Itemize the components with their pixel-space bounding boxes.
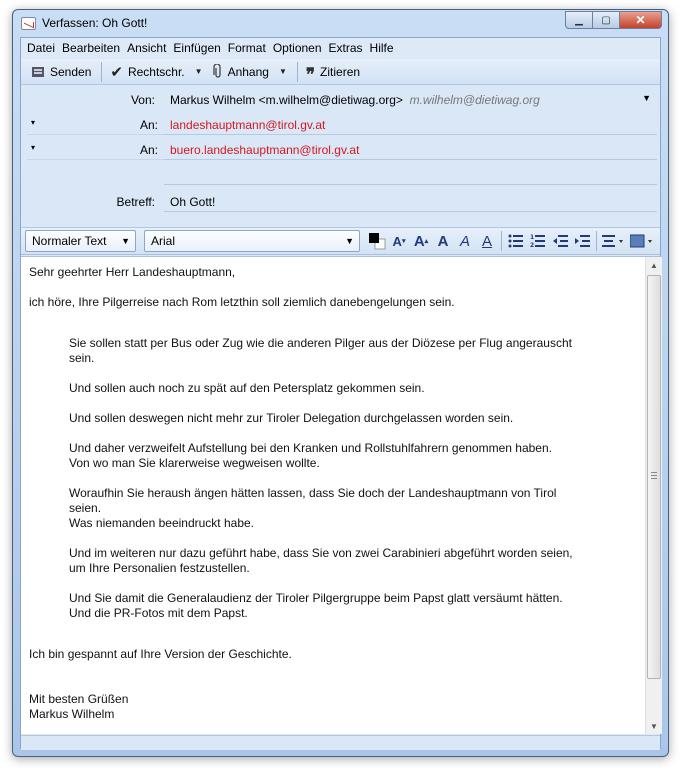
- sender-name-line: Markus Wilhelm: [29, 707, 115, 721]
- quote-label: Zitieren: [320, 64, 361, 79]
- format-separator: [596, 231, 597, 251]
- quoted-paragraph: [69, 591, 589, 621]
- subject-row: [21, 190, 660, 212]
- recipient-type-select[interactable]: [27, 114, 164, 135]
- quote-line: Und sollen auch noch zu spät auf den Petersplatz gekommen sein.: [69, 381, 425, 395]
- window-title: Verfassen: Oh Gott!: [42, 16, 148, 30]
- title-bar[interactable]: [13, 10, 668, 37]
- menu-bar: [21, 38, 660, 58]
- text-color-icon[interactable]: [367, 230, 387, 252]
- from-row: [21, 88, 660, 110]
- compose-window: [12, 9, 669, 757]
- recipient-type-select[interactable]: [27, 139, 164, 160]
- svg-text:1: 1: [530, 234, 535, 241]
- paperclip-icon: [213, 64, 223, 79]
- compose-app-icon: [21, 17, 36, 30]
- quote-button[interactable]: [302, 61, 366, 83]
- insert-image-icon[interactable]: [629, 230, 655, 252]
- recipient-field[interactable]: buero.landeshauptmann@tirol.gv.at: [164, 139, 657, 160]
- quoted-paragraph: [69, 411, 589, 426]
- from-value: Markus Wilhelm <m.wilhelm@dietiwag.org>: [170, 93, 403, 107]
- spellcheck-button[interactable]: [106, 61, 190, 83]
- subject-input[interactable]: Oh Gott!: [164, 191, 657, 212]
- quote-marks-icon: ❞: [305, 64, 316, 84]
- window-client: [20, 37, 661, 749]
- font-select[interactable]: [144, 230, 360, 252]
- quote-line: Woraufhin Sie heraush ängen hätten lassen, dass Sie doch der Landeshauptmann von Tirol seien.: [69, 486, 557, 515]
- spellcheck-label: Rechtschr.: [127, 64, 185, 79]
- toolbar-separator: [101, 62, 102, 82]
- to-label: An:: [139, 143, 158, 157]
- svg-text:2: 2: [530, 242, 535, 248]
- outdent-icon[interactable]: [550, 230, 570, 252]
- send-label: Senden: [50, 64, 92, 79]
- format-toolbar: [21, 227, 660, 255]
- menu-extras[interactable]: Extras: [328, 41, 363, 55]
- menu-format[interactable]: Format: [227, 41, 266, 55]
- menu-optionen[interactable]: Optionen: [272, 41, 322, 55]
- chevron-down-icon: ▼: [345, 236, 354, 246]
- menu-einfuegen[interactable]: Einfügen: [173, 41, 221, 55]
- from-label: Von:: [130, 93, 155, 107]
- quote-line: Sie sollen statt per Bus oder Zug wie die anderen Pilger aus der Diözese per Flug angerauscht sein.: [69, 336, 572, 365]
- quote-line: Und Sie damit die Generalaudienz der Tiroler Pilgergruppe beim Papst glatt versäumt hätten.: [69, 591, 563, 605]
- quoted-paragraph: [69, 486, 589, 531]
- numbered-list-icon[interactable]: [528, 230, 548, 252]
- paragraph-style-value: Normaler Text: [32, 234, 107, 248]
- intro-line: ich höre, Ihre Pilgerreise nach Rom letzthin soll ziemlich danebengelungen sein.: [29, 295, 455, 309]
- toolbar-separator: [297, 62, 298, 82]
- send-icon: [31, 65, 45, 79]
- closing-line: Ich bin gespannt auf Ihre Version der Geschichte.: [29, 647, 292, 661]
- chevron-down-icon: ▾: [31, 143, 36, 152]
- font-size-decrease-icon[interactable]: A ▾: [392, 233, 406, 249]
- empty-recipient-row: [21, 163, 660, 185]
- chevron-down-icon: ▾: [31, 118, 36, 127]
- menu-datei[interactable]: Datei: [27, 41, 56, 55]
- chevron-down-icon: ▼: [121, 236, 130, 246]
- subject-label: Betreff:: [116, 195, 155, 209]
- grip-icon: [651, 472, 657, 479]
- format-separator: [501, 231, 502, 251]
- signature: [29, 692, 634, 722]
- font-size-increase-icon[interactable]: A ▴: [413, 232, 429, 250]
- attach-label: Anhang: [227, 64, 269, 79]
- checkmark-icon: ✔: [110, 63, 123, 81]
- italic-icon[interactable]: A: [459, 232, 470, 250]
- maximize-button[interactable]: ▢: [592, 11, 619, 29]
- quote-line: Und daher verzweifelt Aufstellung bei den Kranken und Rollstuhlfahrern genommen haben.: [69, 441, 552, 455]
- spellcheck-dropdown-arrow[interactable]: ▼: [194, 67, 203, 76]
- window-controls: [565, 11, 662, 29]
- from-select[interactable]: [164, 89, 657, 110]
- paragraph-style-select[interactable]: [25, 230, 136, 252]
- from-identity-hint: m.wilhelm@dietiwag.org: [409, 93, 540, 107]
- scrollbar-thumb[interactable]: [647, 275, 661, 679]
- chevron-down-icon: ▼: [642, 93, 651, 103]
- message-body[interactable]: [29, 265, 634, 722]
- quoted-paragraph: [69, 336, 589, 366]
- address-headers: [21, 86, 660, 226]
- quoted-paragraph: [69, 441, 589, 471]
- send-button[interactable]: [27, 61, 97, 83]
- align-icon[interactable]: [601, 230, 627, 252]
- quote-line: Und die PR-Fotos mit dem Papst.: [69, 606, 248, 620]
- bullet-list-icon[interactable]: [506, 230, 526, 252]
- message-body-editor[interactable]: [21, 256, 662, 734]
- signoff-line: Mit besten Grüßen: [29, 692, 129, 706]
- menu-hilfe[interactable]: Hilfe: [369, 41, 394, 55]
- indent-icon[interactable]: [572, 230, 592, 252]
- quote-line: Von wo man Sie klarerweise wegweisen wollte.: [69, 456, 320, 470]
- quote-line: Und im weiteren nur dazu geführt habe, dass Sie von zwei Carabinieri abgeführt worden seien, um Ihre Personalien festzustellen.: [69, 546, 573, 575]
- greeting-line: Sehr geehrter Herr Landeshauptmann,: [29, 265, 236, 279]
- vertical-scrollbar[interactable]: [645, 257, 662, 734]
- quoted-paragraph: [69, 381, 589, 396]
- quote-line: Und sollen deswegen nicht mehr zur Tiroler Delegation durchgelassen worden sein.: [69, 411, 514, 425]
- font-value: Arial: [151, 234, 176, 248]
- underline-icon[interactable]: A: [481, 232, 492, 250]
- minimize-button[interactable]: ▁: [565, 11, 592, 29]
- attach-button[interactable]: [209, 61, 275, 83]
- close-button[interactable]: ✕: [619, 11, 662, 29]
- empty-recipient-field[interactable]: [164, 164, 657, 185]
- recipient-field[interactable]: landeshauptmann@tirol.gv.at: [164, 114, 657, 135]
- recipient-row: [21, 138, 660, 160]
- compose-toolbar: [21, 59, 660, 85]
- menu-ansicht[interactable]: Ansicht: [127, 41, 167, 55]
- quoted-paragraph: [69, 546, 589, 576]
- quote-line: Was niemanden beeindruckt habe.: [69, 516, 255, 530]
- to-label: An:: [139, 118, 158, 132]
- attach-dropdown-arrow[interactable]: ▼: [278, 67, 287, 76]
- scroll-down-arrow-icon[interactable]: ▼: [650, 721, 658, 731]
- scroll-up-arrow-icon[interactable]: ▲: [650, 260, 658, 270]
- bold-icon[interactable]: A: [437, 232, 449, 250]
- recipient-row: [21, 113, 660, 135]
- status-bar: [21, 735, 660, 750]
- menu-bearbeiten[interactable]: Bearbeiten: [62, 41, 121, 55]
